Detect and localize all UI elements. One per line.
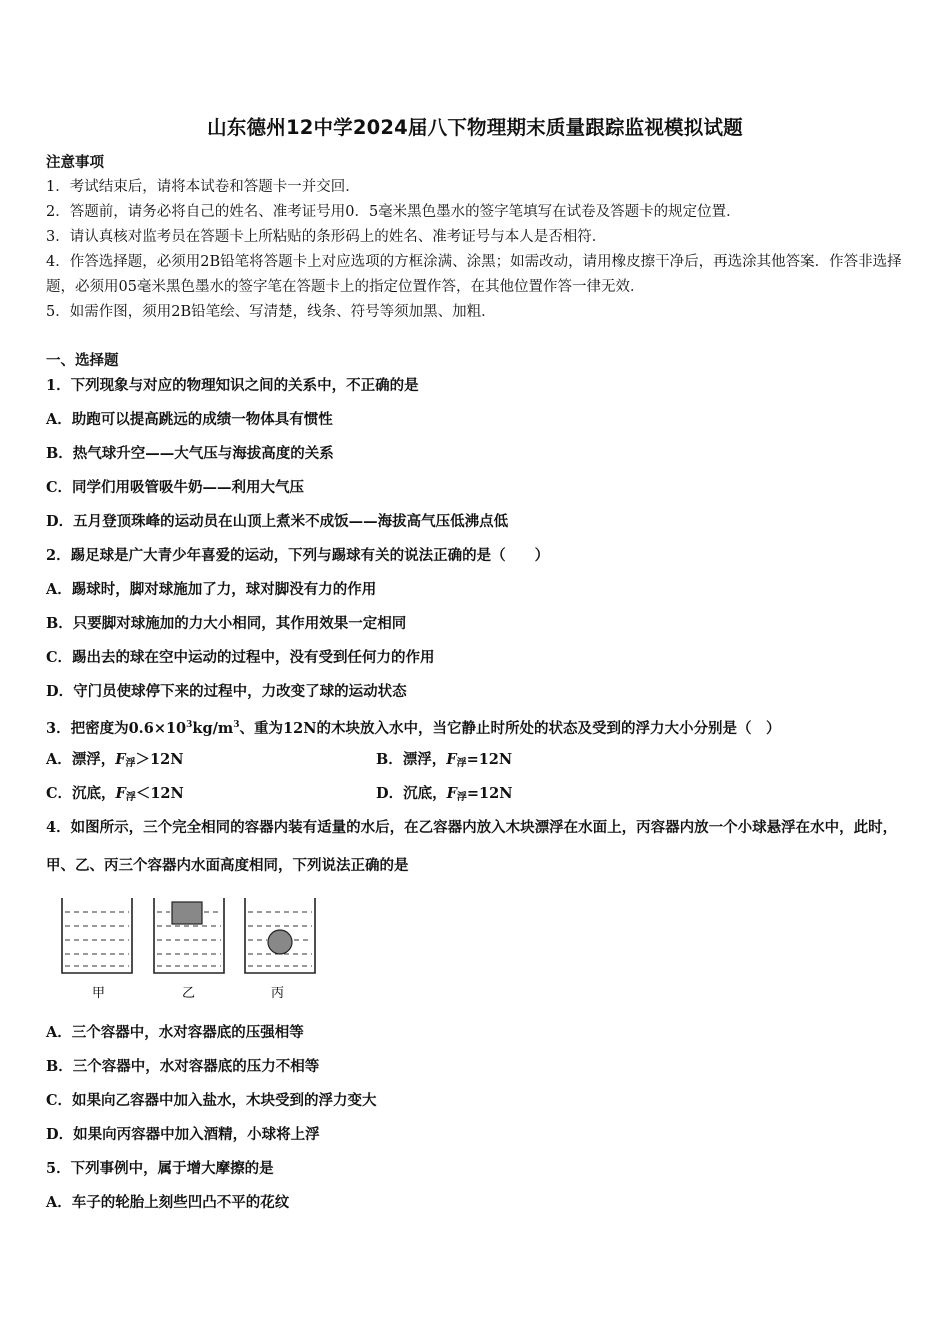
note-item-1: 1．考试结束后，请将本试卷和答题卡一并交回． bbox=[46, 179, 360, 195]
question-4-option-c: C．如果向乙容器中加入盐水，木块受到的浮力变大 bbox=[46, 1092, 377, 1109]
container-bing bbox=[245, 898, 315, 973]
question-1-option-a: A．助跑可以提高跳远的成绩一物体具有惯性 bbox=[46, 411, 333, 428]
question-3-stem bbox=[46, 713, 906, 741]
q3a-force-symbol: F bbox=[115, 751, 126, 768]
q3c-suffix: ＜12N bbox=[135, 785, 184, 802]
wood-block bbox=[172, 902, 202, 924]
question-1-option-b: B．热气球升空——大气压与海拔高度的关系 bbox=[46, 445, 334, 462]
q3-exponent-b: 3 bbox=[233, 720, 240, 730]
container-jia bbox=[62, 898, 132, 973]
note-item-5: 5．如需作图，须用2B铅笔绘、写清楚，线条、符号等须加黑、加粗． bbox=[46, 304, 496, 320]
notes-block bbox=[46, 150, 906, 325]
small-ball bbox=[268, 930, 292, 954]
question-3-option-d bbox=[376, 781, 512, 810]
figure-label-bing: 丙 bbox=[271, 986, 285, 1001]
question-2-option-a: A．踢球时，脚对球施加了力，球对脚没有力的作用 bbox=[46, 581, 377, 598]
q3c-prefix: C．沉底， bbox=[46, 785, 116, 802]
question-1-option-c: C．同学们用吸管吸牛奶——利用大气压 bbox=[46, 479, 305, 496]
question-4-stem: 4．如图所示，三个完全相同的容器内装有适量的水后，在乙容器内放入木块漂浮在水面上，丙容器内放一个小球悬浮在水中，此时，甲、乙、丙三个容器内水面高度相同，下列说法正确的是 bbox=[46, 819, 898, 874]
note-item-3: 3．请认真核对监考员在答题卡上所粘贴的条形码上的姓名、准考证号与本人是否相符． bbox=[46, 229, 607, 245]
question-3-option-a bbox=[46, 747, 183, 776]
note-item-4: 4．作答选择题，必须用2B铅笔将答题卡上对应选项的方框涂满、涂黑；如需改动，请用橡皮擦干净后，再选涂其他答案．作答非选择题，必须用05毫米黑色墨水的签字笔在答题卡上的指定位置作答，在其他位置作答一律无效． bbox=[46, 254, 902, 295]
question-4-option-d: D．如果向丙容器中加入酒精，小球将上浮 bbox=[46, 1126, 320, 1143]
page-title: 山东德州12中学2024届八下物理期末质量跟踪监视模拟试题 bbox=[207, 116, 743, 139]
q3b-force-symbol: F bbox=[446, 751, 457, 768]
container-yi bbox=[154, 898, 224, 973]
question-2-option-d: D．守门员使球停下来的过程中，力改变了球的运动状态 bbox=[46, 683, 407, 700]
q3c-force-sub: 浮 bbox=[125, 792, 136, 803]
section-title: 一、选择题 bbox=[46, 352, 119, 369]
q3a-prefix: A．漂浮， bbox=[46, 751, 116, 768]
question-1-stem: 1．下列现象与对应的物理知识之间的关系中，不正确的是 bbox=[46, 377, 419, 394]
question-2-option-b: B．只要脚对球施加的力大小相同，其作用效果一定相同 bbox=[46, 615, 407, 632]
q3d-force-sub: 浮 bbox=[456, 792, 467, 803]
q3-stem-part-b: kg/m bbox=[192, 719, 234, 737]
question-5-option-a: A．车子的轮胎上刻些凹凸不平的花纹 bbox=[46, 1194, 290, 1211]
q3c-force-symbol: F bbox=[115, 785, 126, 802]
question-1-option-d: D．五月登顶珠峰的运动员在山顶上煮米不成饭——海拔高气压低沸点低 bbox=[46, 513, 509, 530]
q3-exponent-a: 3 bbox=[186, 720, 193, 730]
q3b-suffix: =12N bbox=[466, 751, 513, 768]
question-3-option-c bbox=[46, 781, 184, 810]
q3a-force-sub: 浮 bbox=[125, 758, 136, 769]
q3a-suffix: ＞12N bbox=[135, 751, 184, 768]
figure-label-jia: 甲 bbox=[92, 986, 106, 1001]
q3b-prefix: B．漂浮， bbox=[376, 751, 447, 768]
q3d-suffix: =12N bbox=[466, 785, 513, 802]
note-item-2: 2．答题前，请务必将自己的姓名、准考证号用0．5毫米黑色墨水的签字笔填写在试卷及答题卡的规定位置． bbox=[46, 204, 741, 220]
containers-figure bbox=[52, 888, 332, 1008]
question-2-stem: 2．踢足球是广大青少年喜爱的运动，下列与踢球有关的说法正确的是（ ） bbox=[46, 547, 550, 564]
question-2-option-c: C．踢出去的球在空中运动的过程中，没有受到任何力的作用 bbox=[46, 649, 435, 666]
question-5-stem: 5．下列事例中，属于增大摩擦的是 bbox=[46, 1160, 274, 1177]
q3d-prefix: D．沉底， bbox=[376, 785, 447, 802]
question-4-option-b: B．三个容器中，水对容器底的压力不相等 bbox=[46, 1058, 320, 1075]
q3b-force-sub: 浮 bbox=[456, 758, 467, 769]
question-4-option-a: A．三个容器中，水对容器底的压强相等 bbox=[46, 1024, 304, 1041]
q3-stem-part-c: 、重为12N的木块放入水中，当它静止时所处的状态及受到的浮力大小分别是（ ） bbox=[239, 719, 781, 737]
figure-label-yi: 乙 bbox=[182, 986, 196, 1001]
notes-heading: 注意事项 bbox=[46, 154, 104, 171]
q3d-force-symbol: F bbox=[446, 785, 457, 802]
question-3-option-b bbox=[376, 747, 512, 776]
q3-stem-part-a: 3．把密度为0.6×10 bbox=[46, 719, 187, 737]
